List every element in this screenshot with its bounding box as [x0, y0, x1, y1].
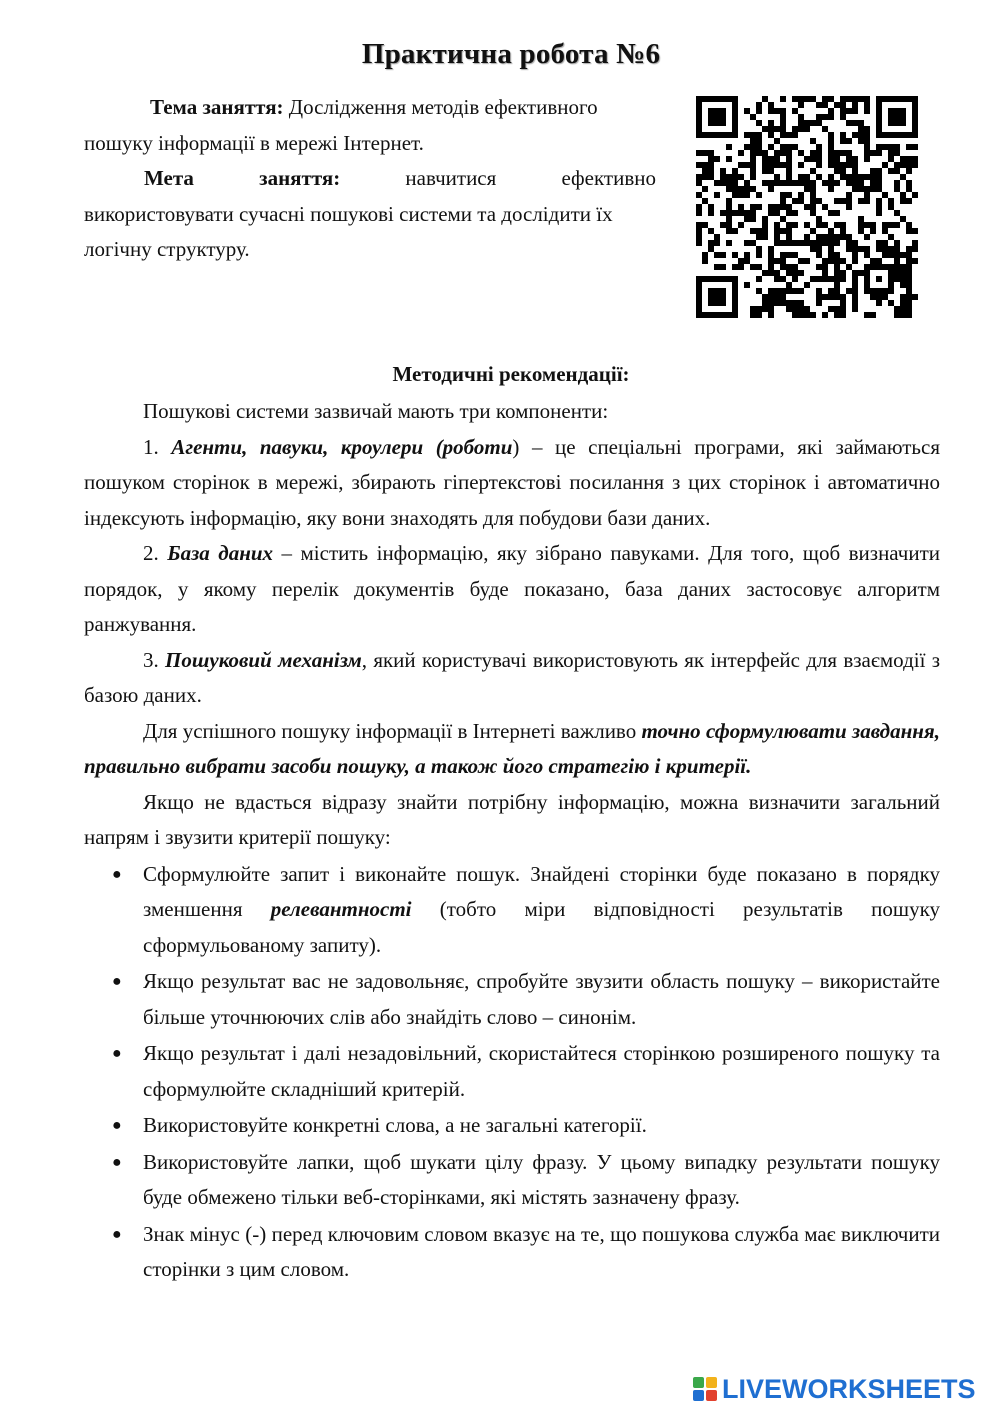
bullet-icon: ● [112, 1153, 122, 1171]
text-success: Для успішного пошуку інформації в Інтернеті важливо [143, 718, 642, 743]
qr-code-icon [696, 96, 918, 318]
topic-label: Тема заняття: [150, 95, 284, 119]
text-agents: ) – це спеціальні програми, які займаються пошуком сторінок в мережі, збирають гіпертекстові посилання з цих сторінок і автоматично індексують інформацію, яку вони знаходять для побудови бази даних. [84, 434, 940, 530]
paragraph-database [84, 536, 940, 643]
intro-block [84, 90, 656, 268]
paragraph-search-engine [84, 643, 940, 714]
paragraph-intro: Пошукові системи зазвичай мають три компоненти: [143, 399, 609, 423]
bullet-icon: ● [112, 1225, 122, 1243]
liveworksheets-logo-icon [692, 1376, 718, 1402]
liveworksheets-logo[interactable] [692, 1374, 976, 1404]
item-number: 2. [143, 541, 168, 565]
goal-label-word-2: заняття: [259, 166, 341, 190]
item-number: 3. [143, 647, 166, 672]
list-item [84, 1108, 940, 1144]
tip-text: Знак мінус (-) перед ключовим словом вказує на те, що пошукова служба має виключити сторінки з цим словом. [143, 1221, 940, 1281]
topic-paragraph [84, 90, 656, 161]
tips-list [84, 857, 940, 1288]
body-text [84, 394, 940, 1288]
topic-text: Дослідження методів ефективного пошуку інформації в мережі Інтернет. [84, 95, 598, 155]
item-number: 1. [143, 434, 172, 459]
goal-text: використовувати сучасні пошукові системи та дослідити їх логічну структуру. [84, 201, 613, 261]
goal-first-line [144, 161, 656, 197]
paragraph-success [84, 714, 940, 785]
goal-label-word-1: Мета [144, 166, 194, 190]
tip-text: Якщо результат вас не задовольняє, спробуйте звузити область пошуку – використайте більше уточнюючих слів або знайдіть слово – синонім. [143, 969, 940, 1029]
bullet-icon: ● [112, 865, 122, 883]
term-database: База даних [167, 541, 274, 565]
tip-text: (тобто міри відповідності результатів пошуку сформульованому запиту). [143, 897, 940, 957]
emphasis-relevance: релевантності [270, 897, 412, 921]
section-title: Методичні рекомендації: [392, 362, 630, 386]
liveworksheets-logo-text: LIVEWORKSHEETS [722, 1373, 976, 1404]
goal-word-1: навчитися [405, 166, 497, 190]
term-agents: Агенти, павуки, кроулери (роботи [171, 434, 513, 459]
goal-word-2: ефективно [561, 166, 656, 190]
term-search-engine: Пошуковий механізм [165, 647, 362, 672]
text-database: – містить інформацію, яку зібрано павуками. Для того, щоб визначити порядок, у якому перелік документів буде показано, база даних застосовує алгоритм ранжування. [84, 541, 941, 636]
text-search-engine: , який користувачі використовують як інтерфейс для взаємодії з базою даних. [84, 647, 941, 707]
tip-text: Якщо результат і далі незадовільний, скористайтеся сторінкою розширеного пошуку та сформулюйте складніший критерій. [143, 1041, 940, 1101]
page-title: Практична робота №6 [361, 38, 661, 70]
list-item [84, 964, 940, 1035]
list-item [84, 1217, 940, 1288]
bullet-icon: ● [112, 973, 122, 990]
emphasis-success: точно сформулювати завдання, правильно вибрати засоби пошуку, а також його стратегію і критерії. [84, 718, 940, 778]
tip-text: Використовуйте лапки, щоб шукати цілу фразу. У цьому випадку результати пошуку буде обмежено тільки веб-сторінками, які містять зазначену фразу. [143, 1149, 940, 1209]
list-item [84, 1145, 940, 1216]
bullet-icon: ● [112, 1117, 122, 1134]
list-item [84, 857, 940, 964]
paragraph-agents [84, 430, 940, 537]
list-item [84, 1036, 940, 1107]
tip-text: Сформулюйте запит і виконайте пошук. Знайдені сторінки буде показано в порядку зменшення [143, 861, 940, 921]
paragraph-narrow: Якщо не вдасться відразу знайти потрібну інформацію, можна визначити загальний напрям і звузити критерії пошуку: [84, 789, 940, 849]
tip-text: Використовуйте конкретні слова, а не загальні категорії. [143, 1113, 647, 1137]
bullet-icon: ● [112, 1045, 122, 1062]
